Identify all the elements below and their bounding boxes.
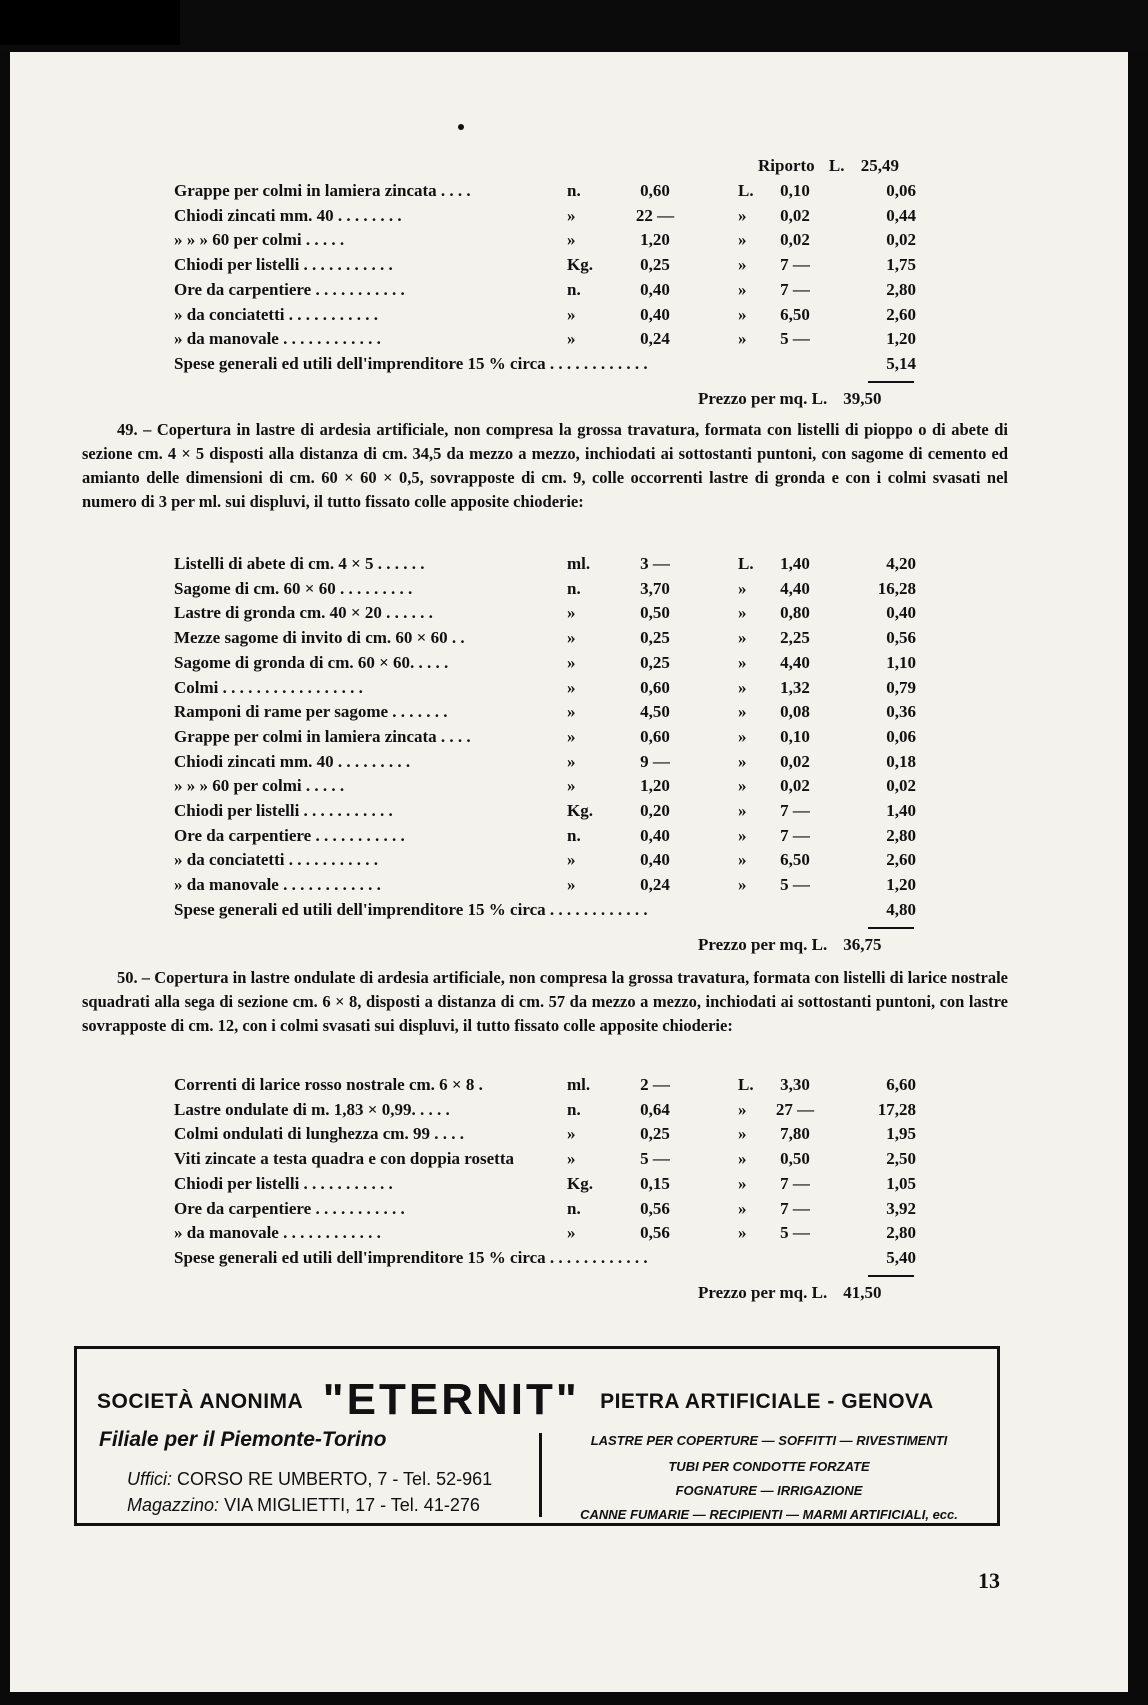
amount: 1,20 <box>886 329 916 349</box>
quantity: 0,25 <box>640 652 670 672</box>
currency: » <box>738 850 747 870</box>
item-description: Chiodi zincati mm. 40 . . . . . . . . <box>174 205 402 225</box>
amount: 16,28 <box>877 578 916 598</box>
amount: 0,18 <box>886 751 916 771</box>
item-description: Ramponi di rame per sagome . . . . . . . <box>174 702 448 722</box>
currency: » <box>738 1223 747 1243</box>
amount: 0,40 <box>886 603 916 623</box>
item-description: » da manovale . . . . . . . . . . . . <box>174 1223 381 1243</box>
quantity: 0,40 <box>640 825 670 845</box>
amount: 17,28 <box>877 1099 916 1119</box>
spese-description: Spese generali ed utili dell'imprenditore 15 % circa . . . . . . . . . . . . <box>174 899 648 919</box>
item-description: Ore da carpentiere . . . . . . . . . . . <box>174 279 405 299</box>
unit-price: 7 — <box>780 255 810 275</box>
quantity: 0,56 <box>640 1198 670 1218</box>
spese-description: Spese generali ed utili dell'imprenditore 15 % circa . . . . . . . . . . . . <box>174 353 648 373</box>
unit: ml. <box>567 554 591 573</box>
amount: 0,02 <box>886 230 916 250</box>
item-description: Sagome di gronda di cm. 60 × 60. . . . . <box>174 652 449 672</box>
item-description: Lastre ondulate di m. 1,83 × 0,99. . . . . <box>174 1099 450 1119</box>
unit: » <box>567 875 576 895</box>
unit: » <box>567 230 576 250</box>
currency: » <box>738 825 747 845</box>
price-value: 41,50 <box>843 1282 882 1302</box>
unit: Kg. <box>567 801 593 820</box>
quantity: 0,40 <box>640 850 670 870</box>
price-label: Prezzo per mq. L. <box>698 934 828 954</box>
item-description: Sagome di cm. 60 × 60 . . . . . . . . . <box>174 578 413 598</box>
ad-branch: Filiale per il Piemonte-Torino <box>99 1428 387 1451</box>
unit-price: 0,08 <box>780 702 810 722</box>
item-description: Chiodi per listelli . . . . . . . . . . . <box>174 1173 393 1193</box>
currency: » <box>738 329 747 349</box>
ad-divider <box>539 1433 542 1517</box>
unit-price: 7 — <box>780 1198 810 1218</box>
unit: » <box>567 726 576 746</box>
sum-rule <box>868 1275 914 1277</box>
amount: 6,60 <box>886 1075 916 1094</box>
amount: 1,95 <box>886 1124 916 1144</box>
price-label: Prezzo per mq. L. <box>698 388 828 408</box>
item-description: Lastre di gronda cm. 40 × 20 . . . . . . <box>174 603 433 623</box>
currency: » <box>738 726 747 746</box>
spese-amount: 5,40 <box>886 1247 916 1267</box>
price-value: 39,50 <box>843 388 882 408</box>
amount: 2,60 <box>886 304 916 324</box>
ad-products-3: FOGNATURE — IRRIGAZIONE <box>675 1483 863 1498</box>
unit-price: 0,02 <box>780 751 810 771</box>
quantity: 0,15 <box>640 1173 670 1193</box>
amount: 1,05 <box>886 1173 916 1193</box>
amount: 0,44 <box>886 205 916 225</box>
unit-price: 4,40 <box>780 578 810 598</box>
quantity: 2 — <box>640 1075 670 1094</box>
currency: » <box>738 205 747 225</box>
currency: » <box>738 1149 747 1169</box>
amount: 2,50 <box>886 1149 916 1169</box>
ad-products-2: TUBI PER CONDOTTE FORZATE <box>668 1459 870 1474</box>
currency: » <box>738 677 747 697</box>
unit: n. <box>567 825 581 845</box>
amount: 0,36 <box>886 702 916 722</box>
price-label: Prezzo per mq. L. <box>698 1282 828 1302</box>
riporto-label: Riporto <box>758 156 815 175</box>
unit-price: 7 — <box>780 825 810 845</box>
paragraph-49: 49. – Copertura in lastre di ardesia artificiale, non compresa la grossa travatura, formata con listelli di pioppo o di abete di sezione cm. 4 × 5 disposti alla distanza di cm. 34,5 da mezzo a mezzo, inchiodati ai sottostanti puntoni, con sagome di cemento ed amianto delle dimensioni di cm. 60 × 60 × 0,5, sovrapposte di cm. 9, colle occorrenti lastre di gronda e con i colmi svasati nel numero di 3 per ml. sui displuvi, il tutto fissato colle apposite chioderie: <box>82 420 1008 511</box>
quantity: 0,24 <box>640 875 670 895</box>
spese-description: Spese generali ed utili dell'imprenditore 15 % circa . . . . . . . . . . . . <box>174 1247 648 1267</box>
currency: » <box>738 875 747 895</box>
unit: » <box>567 850 576 870</box>
quantity: 3 — <box>640 554 670 573</box>
item-description: Colmi ondulati di lunghezza cm. 99 . . . . <box>174 1124 464 1144</box>
item-description: » da manovale . . . . . . . . . . . . <box>174 329 381 349</box>
item-description: Listelli di abete di cm. 4 × 5 . . . . . . <box>174 554 425 573</box>
riporto-value: 25,49 <box>860 156 900 175</box>
ad-uffici <box>127 1469 492 1490</box>
amount: 4,20 <box>886 554 916 573</box>
amount: 0,06 <box>886 181 916 200</box>
quantity: 1,20 <box>640 776 670 796</box>
unit-price: 0,80 <box>780 603 810 623</box>
unit-price: 7,80 <box>780 1124 810 1144</box>
currency: » <box>738 652 747 672</box>
unit: » <box>567 304 576 324</box>
uffici-label: Uffici: <box>127 1469 172 1489</box>
currency: » <box>738 702 747 722</box>
unit: » <box>567 677 576 697</box>
unit-price: 5 — <box>780 1223 810 1243</box>
amount: 0,06 <box>886 726 916 746</box>
ad-magazzino <box>127 1495 480 1516</box>
unit-price: 0,02 <box>780 776 810 796</box>
currency: » <box>738 751 747 771</box>
sum-rule <box>868 927 914 929</box>
unit: Kg. <box>567 255 593 275</box>
sum-rule <box>868 381 914 383</box>
item-description: Mezze sagome di invito di cm. 60 × 60 . . <box>174 628 465 648</box>
amount: 1,10 <box>886 652 916 672</box>
unit-price: 5 — <box>780 329 810 349</box>
currency: » <box>738 628 747 648</box>
currency: » <box>738 801 747 820</box>
quantity: 0,24 <box>640 329 670 349</box>
quantity: 0,56 <box>640 1223 670 1243</box>
ad-products-1: LASTRE PER COPERTURE — SOFFITTI — RIVESTIMENTI <box>590 1433 948 1448</box>
currency: » <box>738 304 747 324</box>
unit: ml. <box>567 1075 591 1094</box>
currency: L. <box>738 554 754 573</box>
riporto-currency: L. <box>828 156 845 175</box>
amount: 3,92 <box>886 1198 916 1218</box>
unit-price: 0,10 <box>780 181 810 200</box>
item-description: » » » 60 per colmi . . . . . <box>174 230 345 250</box>
unit-price: 6,50 <box>780 304 810 324</box>
unit-price: 7 — <box>780 801 810 820</box>
item-description: » da conciatetti . . . . . . . . . . . <box>174 304 378 324</box>
quantity: 0,25 <box>640 1124 670 1144</box>
uffici-address: CORSO RE UMBERTO, 7 - Tel. 52-961 <box>177 1469 493 1489</box>
unit: » <box>567 1223 576 1243</box>
unit: » <box>567 1124 576 1144</box>
currency: » <box>738 776 747 796</box>
item-description: Colmi . . . . . . . . . . . . . . . . . <box>174 677 363 697</box>
unit-price: 1,32 <box>780 677 810 697</box>
ad-header <box>97 1375 934 1425</box>
unit: n. <box>567 1099 581 1119</box>
magazzino-label: Magazzino: <box>127 1495 220 1515</box>
quantity: 3,70 <box>640 578 670 598</box>
quantity: 4,50 <box>640 702 670 722</box>
unit-price: 3,30 <box>780 1075 810 1094</box>
quantity: 0,60 <box>640 726 670 746</box>
unit-price: 0,50 <box>780 1149 810 1169</box>
price-total <box>698 1283 881 1303</box>
amount: 2,80 <box>886 825 916 845</box>
currency: » <box>738 279 747 299</box>
item-description: Ore da carpentiere . . . . . . . . . . . <box>174 1198 405 1218</box>
unit-price: 7 — <box>780 1173 810 1193</box>
currency: » <box>738 1124 747 1144</box>
unit: n. <box>567 279 581 299</box>
item-description: Correnti di larice rosso nostrale cm. 6 × 8 . <box>174 1075 483 1094</box>
ad-left-title: SOCIETÀ ANONIMA <box>97 1390 303 1413</box>
quantity: 0,20 <box>640 801 670 820</box>
page-number: 13 <box>978 1568 1000 1593</box>
price-value: 36,75 <box>843 934 882 954</box>
eternit-advertisement <box>74 1346 1000 1526</box>
quantity: 1,20 <box>640 230 670 250</box>
riporto-line <box>758 156 899 176</box>
unit-price: 4,40 <box>780 652 810 672</box>
currency: L. <box>738 181 754 200</box>
quantity: 0,40 <box>640 279 670 299</box>
amount: 0,79 <box>886 677 916 697</box>
unit: » <box>567 205 576 225</box>
item-description: Ore da carpentiere . . . . . . . . . . . <box>174 825 405 845</box>
item-description: Viti zincate a testa quadra e con doppia rosetta <box>174 1149 514 1169</box>
unit: » <box>567 702 576 722</box>
quantity: 5 — <box>640 1149 670 1169</box>
unit: » <box>567 1149 576 1169</box>
item-description: » da manovale . . . . . . . . . . . . <box>174 875 381 895</box>
unit: n. <box>567 578 581 598</box>
unit-price: 0,02 <box>780 230 810 250</box>
eternit-logo: "ETERNIT" <box>322 1375 580 1424</box>
unit-price: 27 — <box>775 1099 815 1119</box>
quantity: 0,60 <box>640 677 670 697</box>
unit: » <box>567 329 576 349</box>
unit-price: 0,10 <box>780 726 810 746</box>
quantity: 0,25 <box>640 255 670 275</box>
quantity: 9 — <box>640 751 670 771</box>
amount: 1,40 <box>886 801 916 820</box>
currency: » <box>738 230 747 250</box>
ad-products-4: CANNE FUMARIE — RECIPIENTI — MARMI ARTIFICIALI, ecc. <box>580 1507 958 1522</box>
amount: 0,56 <box>886 628 916 648</box>
currency: » <box>738 578 747 598</box>
price-total <box>698 935 881 955</box>
amount: 0,02 <box>886 776 916 796</box>
magazzino-address: VIA MIGLIETTI, 17 - Tel. 41-276 <box>224 1495 480 1515</box>
amount: 2,60 <box>886 850 916 870</box>
quantity: 0,25 <box>640 628 670 648</box>
ad-right-title: PIETRA ARTIFICIALE - GENOVA <box>600 1390 934 1413</box>
amount: 1,20 <box>886 875 916 895</box>
item-description: Chiodi per listelli . . . . . . . . . . . <box>174 255 393 275</box>
currency: » <box>738 1173 747 1193</box>
item-description: » » » 60 per colmi . . . . . <box>174 776 345 796</box>
price-total <box>698 389 881 409</box>
unit: Kg. <box>567 1173 593 1193</box>
item-description: » da conciatetti . . . . . . . . . . . <box>174 850 378 870</box>
scan-border-top <box>0 0 1148 52</box>
currency: » <box>738 603 747 623</box>
unit: » <box>567 751 576 771</box>
currency: L. <box>738 1075 754 1094</box>
unit-price: 0,02 <box>780 205 810 225</box>
spese-amount: 4,80 <box>886 899 916 919</box>
quantity: 22 — <box>635 205 675 225</box>
unit-price: 6,50 <box>780 850 810 870</box>
scan-border-block <box>0 0 180 45</box>
item-description: Grappe per colmi in lamiera zincata . . . . <box>174 726 471 746</box>
amount: 1,75 <box>886 255 916 275</box>
unit: n. <box>567 1198 581 1218</box>
quantity: 0,60 <box>640 181 670 200</box>
paragraph-50: 50. – Copertura in lastre ondulate di ardesia artificiale, non compresa la grossa travatura, formata con listelli di larice nostrale squadrati alla sega di sezione cm. 6 × 8, disposti a distanza di cm. 57 da mezzo a mezzo, inchiodati ai sottostanti puntoni, con lastre sovrapposte di cm. 12, con i colmi svasati sui displuvi, il tutto fissato colle apposite chioderie: <box>82 968 1008 1035</box>
item-description: Grappe per colmi in lamiera zincata . . . . <box>174 181 471 200</box>
item-description: Chiodi zincati mm. 40 . . . . . . . . . <box>174 751 411 771</box>
currency: » <box>738 255 747 275</box>
unit-price: 1,40 <box>780 554 810 573</box>
unit: » <box>567 628 576 648</box>
currency: » <box>738 1099 747 1119</box>
unit-price: 5 — <box>780 875 810 895</box>
quantity: 0,40 <box>640 304 670 324</box>
item-description: Chiodi per listelli . . . . . . . . . . . <box>174 801 393 820</box>
ink-dot <box>458 124 464 130</box>
unit: n. <box>567 181 581 200</box>
unit-price: 2,25 <box>780 628 810 648</box>
unit-price: 7 — <box>780 279 810 299</box>
quantity: 0,50 <box>640 603 670 623</box>
unit: » <box>567 603 576 623</box>
unit: » <box>567 776 576 796</box>
amount: 2,80 <box>886 279 916 299</box>
unit: » <box>567 652 576 672</box>
spese-amount: 5,14 <box>886 353 916 373</box>
quantity: 0,64 <box>640 1099 670 1119</box>
currency: » <box>738 1198 747 1218</box>
amount: 2,80 <box>886 1223 916 1243</box>
